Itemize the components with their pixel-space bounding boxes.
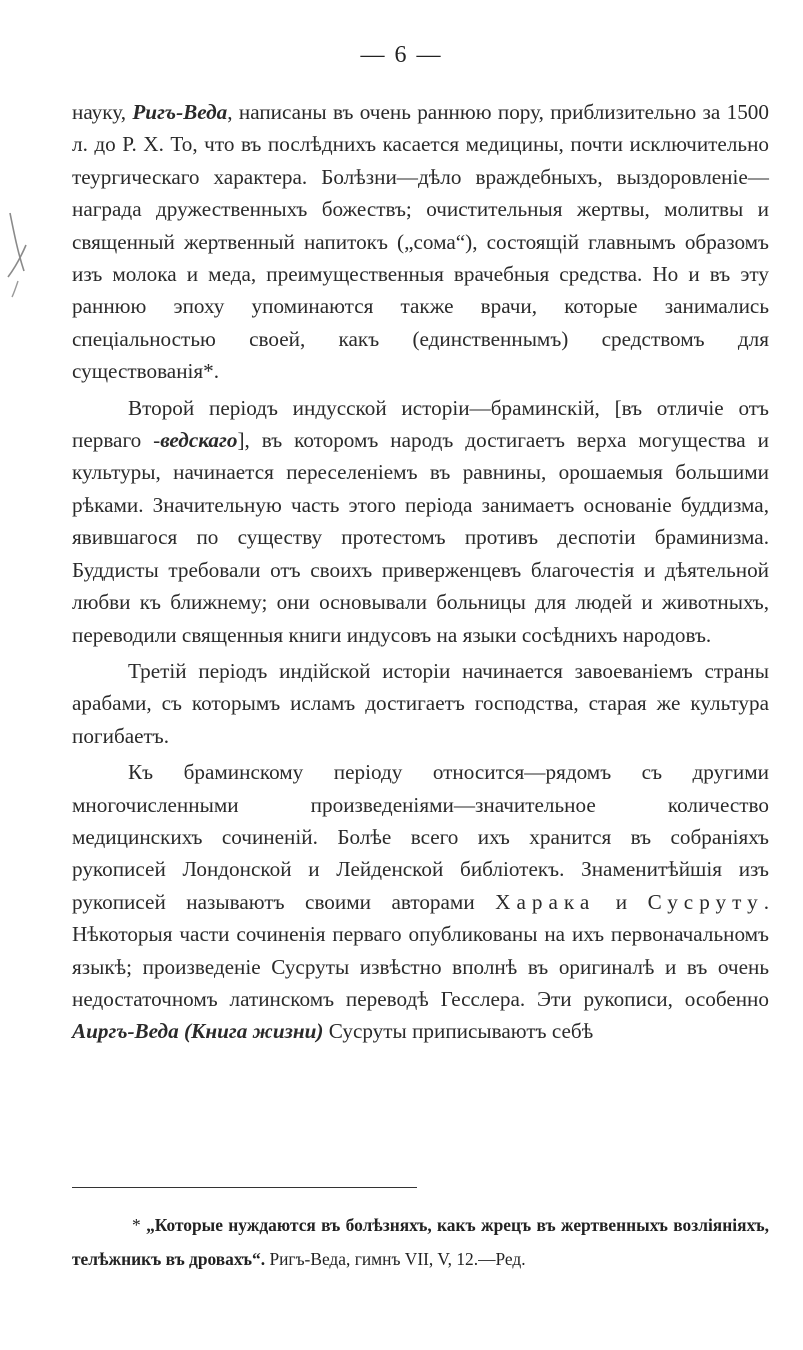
spaced-name: Сусруту bbox=[647, 889, 764, 914]
paragraph bbox=[72, 96, 769, 388]
paragraph bbox=[72, 655, 769, 752]
main-text bbox=[72, 96, 769, 1048]
paragraph bbox=[72, 756, 769, 1048]
emphasized-title: Ригъ-Веда bbox=[132, 100, 228, 124]
footnote-reference: Ригъ-Веда, гимнъ VII, V, 12.—Ред. bbox=[269, 1249, 526, 1269]
text-run: Сусруты приписываютъ себѣ bbox=[323, 1019, 594, 1044]
emphasized-title: ведскаго bbox=[160, 428, 238, 453]
footnote-marker: * bbox=[132, 1215, 141, 1235]
footnote-first-line bbox=[72, 1208, 769, 1276]
paragraph bbox=[72, 392, 769, 651]
text-run: , написаны въ очень раннюю пору, приблизительно за 1500 л. до Р. Х. То, что въ послѣднихъ касается медицины, почти исключительно теургическаго характера. Болѣзни—дѣло враждебныхъ, выздоровленіе—награда дружественныхъ божествъ; очистительныя жертвы, молитвы и священный жертвенный напитокъ („сома“), состоящій главнымъ образомъ изъ молока и меда, преимущественныя врачебныя средства. Но и въ эту раннюю эпоху упоминаются также врачи, которые занимались спеціальностью своей, какъ (единственнымъ) средствомъ для существованія*. bbox=[72, 100, 769, 384]
page-number: — 6 — bbox=[360, 42, 443, 68]
emphasized-title: Аиргъ-Веда (Книга жизни) bbox=[72, 1019, 324, 1044]
text-run: . Нѣкоторыя части сочиненія перваго опубликованы на ихъ первоначальномъ языкѣ; произведеніе Сусруты извѣстно вполнѣ въ оригиналѣ и въ очень недостаточномъ латинскомъ переводѣ Гесслера. Эти рукописи, особенно bbox=[72, 889, 769, 1011]
text-run: ], въ которомъ народъ достигаетъ верха могущества и культуры, начинается переселеніемъ въ равнины, орошаемыя большими рѣками. Значительную часть этого періода занимаетъ основаніе буддизма, явившагося по существу протестомъ противъ деспотіи браминизма. Буддисты требовали отъ своихъ приверженцевъ благочестія и дѣятельной любви къ ближнему; они основывали больницы для людей и животныхъ, переводили священныя книги индусовъ на языки сосѣднихъ народовъ. bbox=[72, 428, 769, 647]
handwritten-margin-mark bbox=[4, 205, 34, 300]
text-run: науку, bbox=[72, 100, 133, 124]
text-run: Третій періодъ индійской исторіи начинается завоеваніемъ страны арабами, съ которымъ исламъ достигаетъ господства, старая же культура погибаетъ. bbox=[72, 658, 769, 748]
text-run: и bbox=[595, 889, 648, 914]
footnote-quote: „Которые нуждаются въ болѣзняхъ, какъ жрецъ въ жертвенныхъ возліяніяхъ, телѣжникъ въ дровахъ“. bbox=[72, 1215, 769, 1269]
footnote-divider bbox=[72, 1187, 417, 1188]
text-run: Второй періодъ индусской исторіи—браминскій, [въ отличіе отъ перваго - bbox=[72, 395, 769, 453]
footnote bbox=[72, 1208, 769, 1276]
spaced-name: Харака bbox=[495, 889, 596, 914]
text-run: Къ браминскому періоду относится—рядомъ съ другими многочисленными произведеніями—значительное количество медицинскихъ сочиненій. Болѣе всего ихъ хранится въ собраніяхъ рукописей Лондонской и Лейденской библіотекъ. Знаменитѣйшія изъ рукописей называютъ своими авторами bbox=[72, 760, 769, 914]
